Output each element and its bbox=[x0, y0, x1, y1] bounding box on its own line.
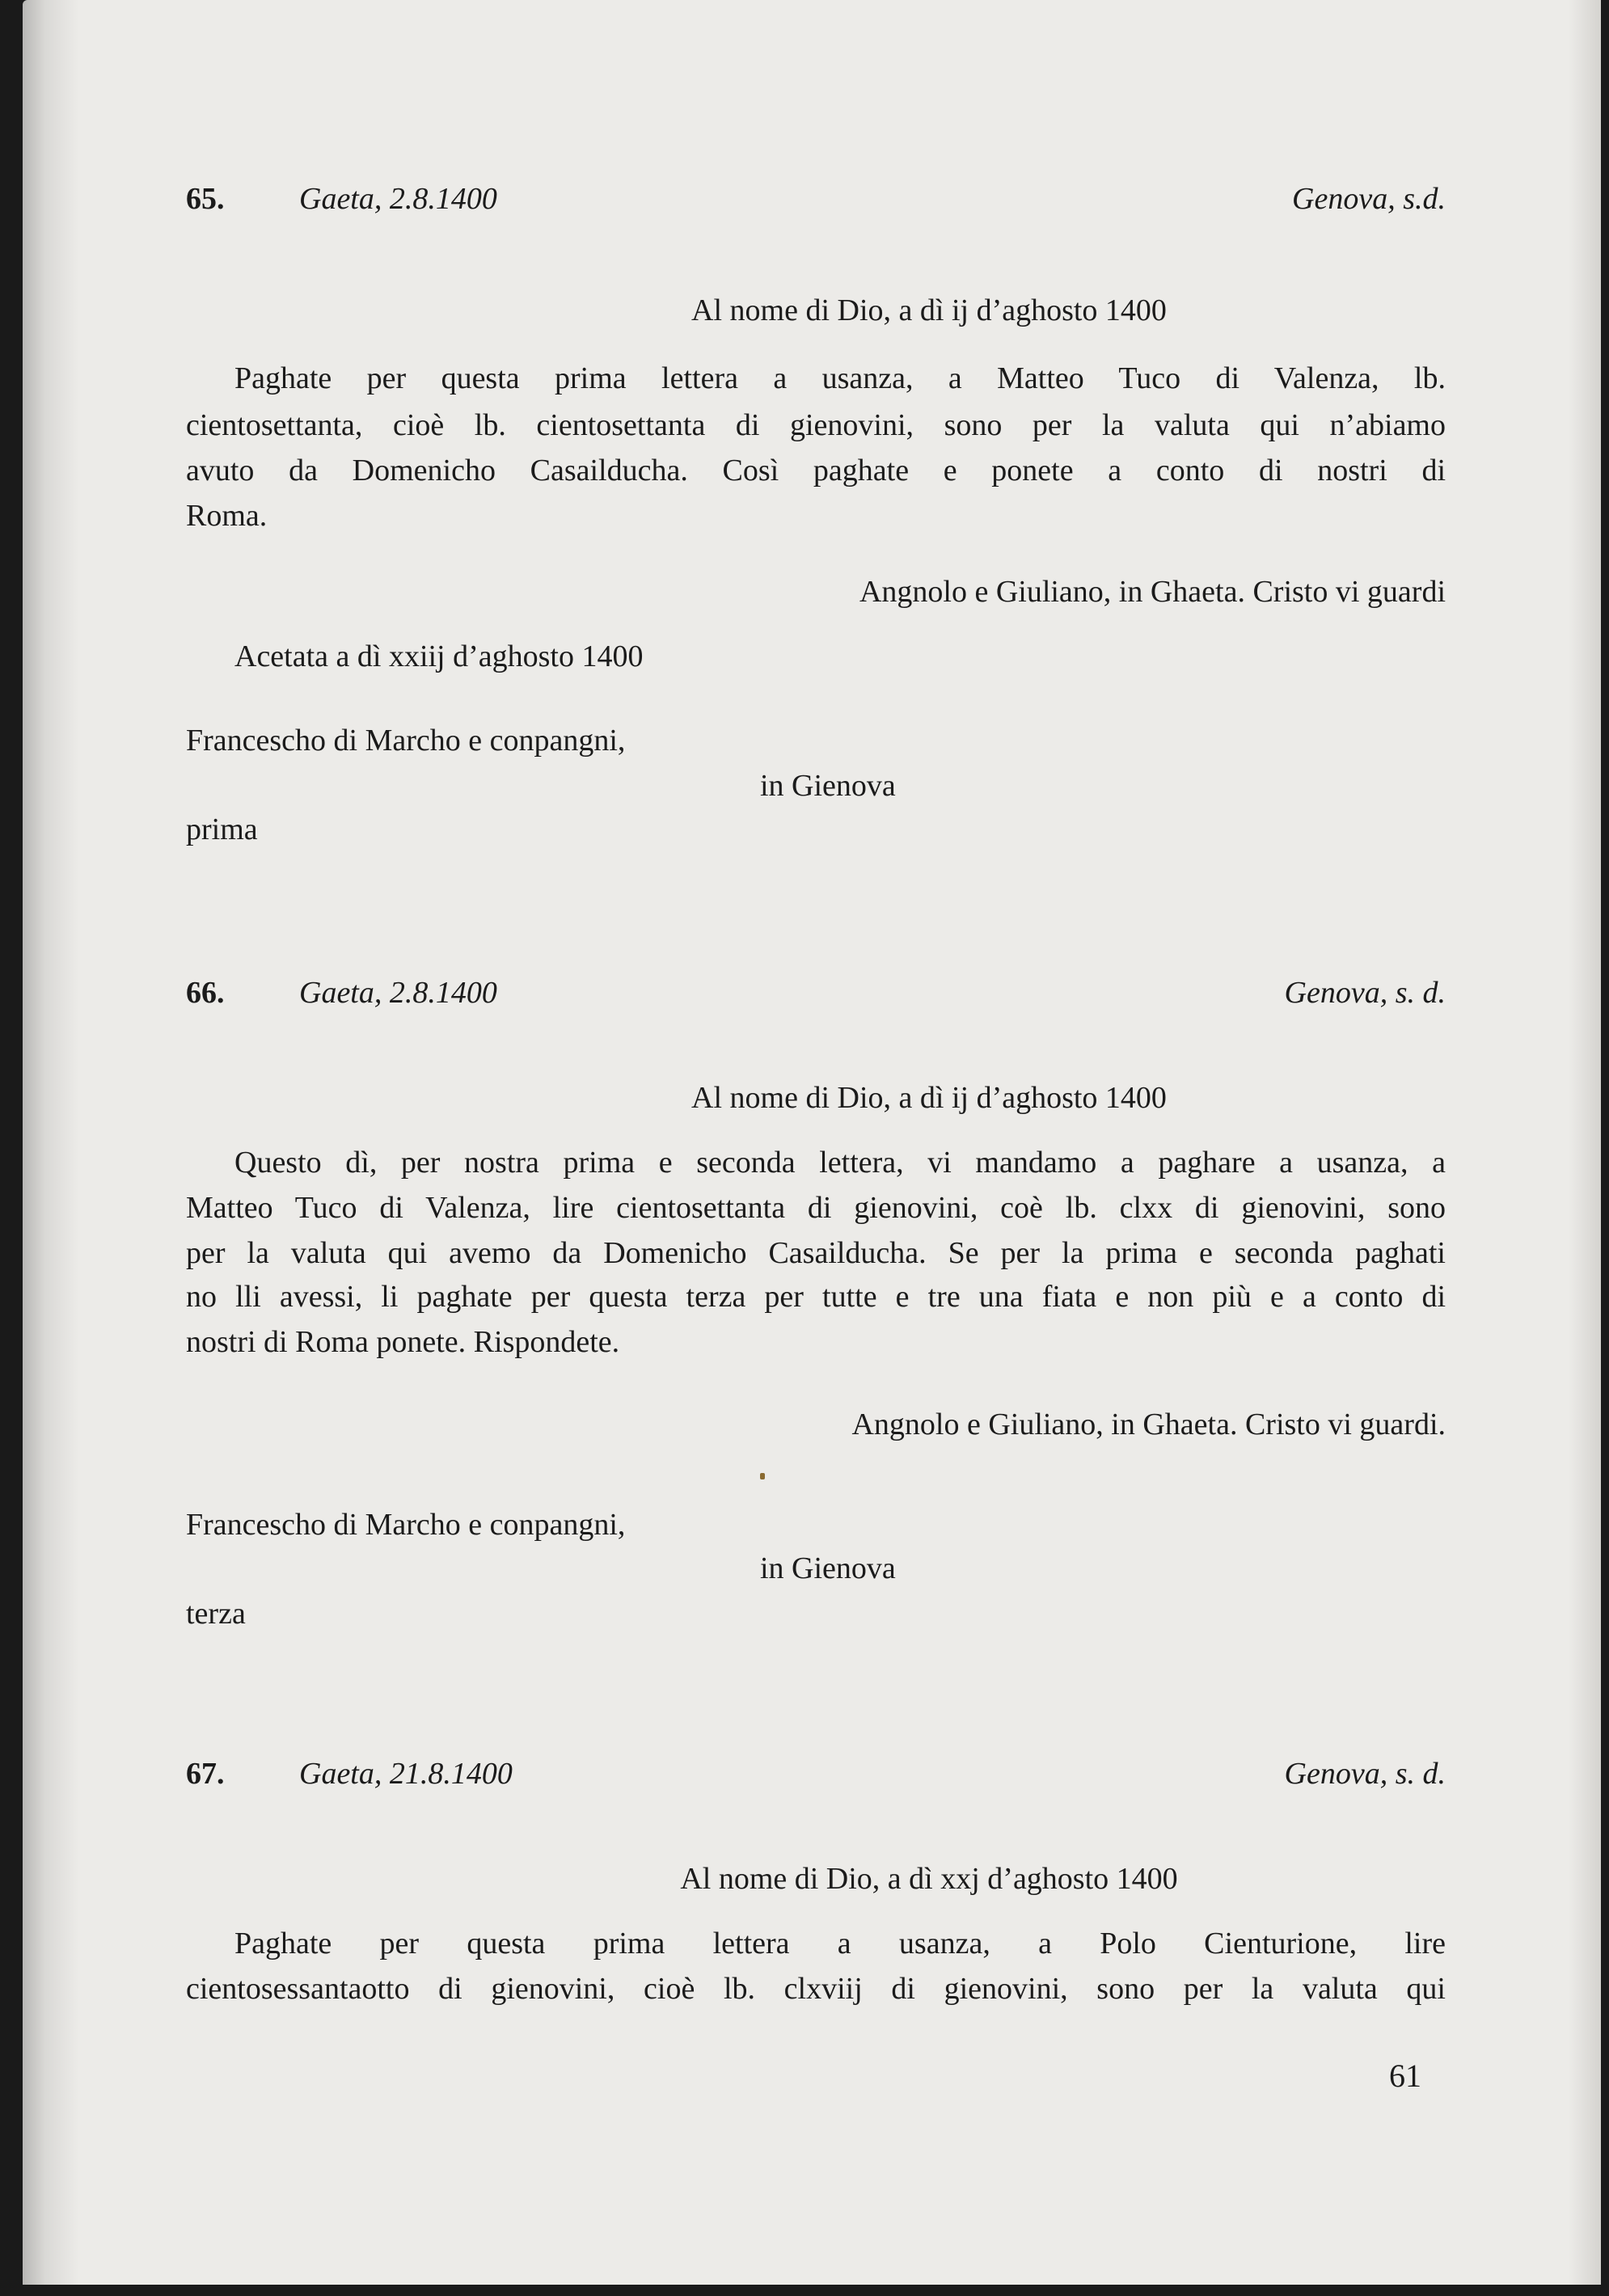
entry-number: 65. bbox=[186, 182, 225, 216]
entry-65-acceptance: Acetata a dì xxiij d’aghosto 1400 bbox=[234, 639, 644, 673]
entry-66-body-line: nostri di Roma ponete. Rispondete. bbox=[186, 1325, 620, 1359]
entry-66-body-line: Matteo Tuco di Valenza, lire cientosettanta di gienovini, coè lb. clxx di gienovini, sono bbox=[186, 1191, 1446, 1225]
entry-66-copy: terza bbox=[186, 1597, 246, 1631]
entry-number: 66. bbox=[186, 976, 225, 1010]
entry-65-body-line: Roma. bbox=[186, 499, 268, 533]
entry-65-copy: prima bbox=[186, 812, 258, 846]
entry-67-body-line: Paghate per questa prima lettera a usanza, a Polo Cienturione, lire bbox=[234, 1927, 1446, 1960]
gutter-shadow bbox=[23, 0, 79, 2285]
entry-66-addressee: Francescho di Marcho e conpangni, bbox=[186, 1508, 626, 1542]
entry-65-body-line: Paghate per questa prima lettera a usanza, a Matteo Tuco di Valenza, lb. bbox=[234, 361, 1446, 395]
entry-origin: Gaeta, 2.8.1400 bbox=[299, 976, 497, 1010]
entry-destination: Genova, s. d. bbox=[1284, 976, 1446, 1010]
entry-number: 67. bbox=[186, 1757, 225, 1791]
book-page bbox=[23, 0, 1601, 2285]
page-content: 65. Gaeta, 2.8.1400 Genova, s.d. Al nome di Dio, a dì ij d’aghosto 1400 Paghate per questa prima lettera a usanza, a Matteo Tuco di Valenza, lb. cientosettanta, cioè lb. cientosettanta di gienovini, sono per la valuta qui n’abiamo avuto da Domenicho Casailducha. Così paghate e ponete a conto di nostri di Roma. Angnolo e Giuliano, in Ghaeta. Cristo vi guardi Acetata a dì xxiij d’aghosto 1400 Francescho di Marcho e conpangni, in Gienova prima 66. Gaeta, 2.8.1400 Genova, s. d. Al nome di Dio, a dì ij d’aghosto 1400 Questo dì, per nostra prima e seconda lettera, vi mandamo a paghare a usanza, a Matteo Tuco di Valenza, lire cientosettanta di gienovini, coè lb. clxx di gienovini, sono per la valuta qui avemo da Domenicho Casailducha. Se per la prima e seconda paghati no lli avessi, li paghate per questa terza per tutte e tre una fiata e non più e a conto di nostri di Roma ponete. Rispondete. Angnolo e Giuliano, in Ghaeta. Cristo vi guardi. Francescho di Marcho e conpangni, in Gienova terza 67. Gaeta, 21.8.1400 Genova, s. d. Al nome di Dio, a dì xxj d’aghosto 1400 Paghate per questa prima lettera a usanza, a Polo Cienturione, lire cientosessantaotto di gienovini, cioè lb. clxviij di gienovini, sono per la valuta qui 61 bbox=[186, 0, 1446, 2285]
entry-67-body-line: cientosessantaotto di gienovini, cioè lb. clxviij di gienovini, sono per la valuta qui bbox=[186, 1972, 1446, 2006]
entry-66-body-line: per la valuta qui avemo da Domenicho Casailducha. Se per la prima e seconda paghati bbox=[186, 1236, 1446, 1270]
ink-speck bbox=[760, 1473, 765, 1479]
entry-destination: Genova, s.d. bbox=[1292, 182, 1446, 216]
entry-65-addressee: Francescho di Marcho e conpangni, bbox=[186, 724, 626, 758]
page-edge bbox=[1569, 0, 1601, 2285]
entry-65-body-line: cientosettanta, cioè lb. cientosettanta di gienovini, sono per la valuta qui n’abiamo bbox=[186, 408, 1446, 442]
entry-origin: Gaeta, 2.8.1400 bbox=[299, 182, 497, 216]
entry-destination: Genova, s. d. bbox=[1284, 1757, 1446, 1791]
entry-66-body-line: Questo dì, per nostra prima e seconda lettera, vi mandamo a paghare a usanza, a bbox=[234, 1146, 1446, 1180]
entry-66-body-line: no lli avessi, li paghate per questa terza per tutte e tre una fiata e non più e a conto di bbox=[186, 1280, 1446, 1314]
entry-65-body-line: avuto da Domenicho Casailducha. Così paghate e ponete a conto di nostri di bbox=[186, 454, 1446, 487]
entry-origin: Gaeta, 21.8.1400 bbox=[299, 1757, 513, 1791]
page-number: 61 bbox=[1389, 2058, 1421, 2094]
